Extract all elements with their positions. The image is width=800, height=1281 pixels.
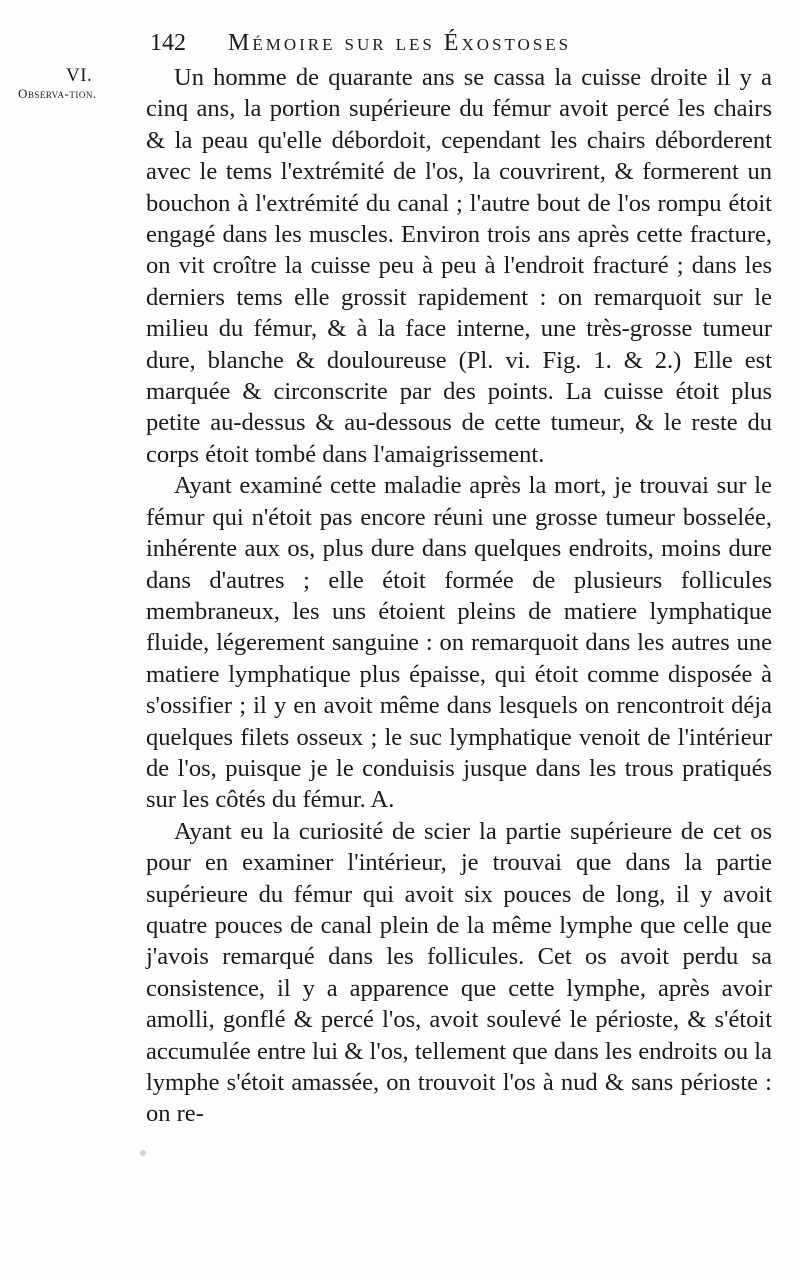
paragraph-3: Ayant eu la curiosité de scier la partie supérieure de cet os pour en examiner l'intérieur, je trouvai que dans la partie supérieure du fémur qui avoit six pouces de long, il y avoit quatre pouces de canal plein de la même lymphe que celle que j'avois remarqué dans les follicules. Cet os avoit perdu sa consistence, il y a apparence que cette lymphe, après avoir amolli, gonflé & percé l'os, avoit soulevé le périoste, & s'étoit accumulée entre lui & l'os, tellement que dans les endroits ou la lymphe s'étoit amassée, on trouvoit l'os à nud & sans périoste : on re- — [146, 817, 772, 1128]
observation-number: VI. — [66, 65, 93, 86]
ink-spot — [140, 1150, 146, 1156]
running-title: Mémoire sur les Éxostoses — [228, 30, 572, 56]
margin-note — [18, 65, 138, 102]
body-text — [146, 62, 772, 1130]
page-number: 142 — [150, 30, 186, 56]
paragraph-2: Ayant examiné cette maladie après la mort, je trouvai sur le fémur qui n'étoit pas encore réuni une grosse tumeur bosselée, inhérente aux os, plus dure dans quelques endroits, moins dure dans d'autres ; elle étoit formée de plusieurs follicules membraneux, les uns étoient pleins de matiere lymphatique fluide, légerement sanguine : on remarquoit dans les autres une matiere lymphatique plus épaisse, qui étoit comme disposée à s'ossifier ; il y en avoit même dans lesquels on rencontroit déja quelques filets osseux ; le suc lymphatique venoit de l'intérieur de l'os, puisque je le conduisis jusque dans les trous pratiqués sur les côtés du fémur. A. — [146, 472, 772, 814]
paragraph-1: Un homme de quarante ans se cassa la cuisse droite il y a cinq ans, la portion supérieure du fémur avoit percé les chairs & la peau qu'elle débordoit, cependant les chairs déborderent avec le tems l'extrémité de l'os, la couvrirent, & formerent un bouchon à l'extrémité du canal ; l'autre bout de l'os rompu étoit engagé dans les muscles. Environ trois ans après cette fracture, on vit croître la cuisse peu à peu à l'endroit fracturé ; dans les derniers tems elle grossit rapidement : on remarquoit sur le milieu du fémur, & à la face interne, une très-grosse tumeur dure, blanche & douloureuse (Pl. vi. Fig. 1. & 2.) Elle est marquée & circonscrite par des points. La cuisse étoit plus petite au-dessus & au-dessous de cette tumeur, & le reste du corps étoit tombé dans l'amaigrissement. — [146, 64, 772, 468]
observation-label: Observa-tion. — [18, 86, 97, 101]
